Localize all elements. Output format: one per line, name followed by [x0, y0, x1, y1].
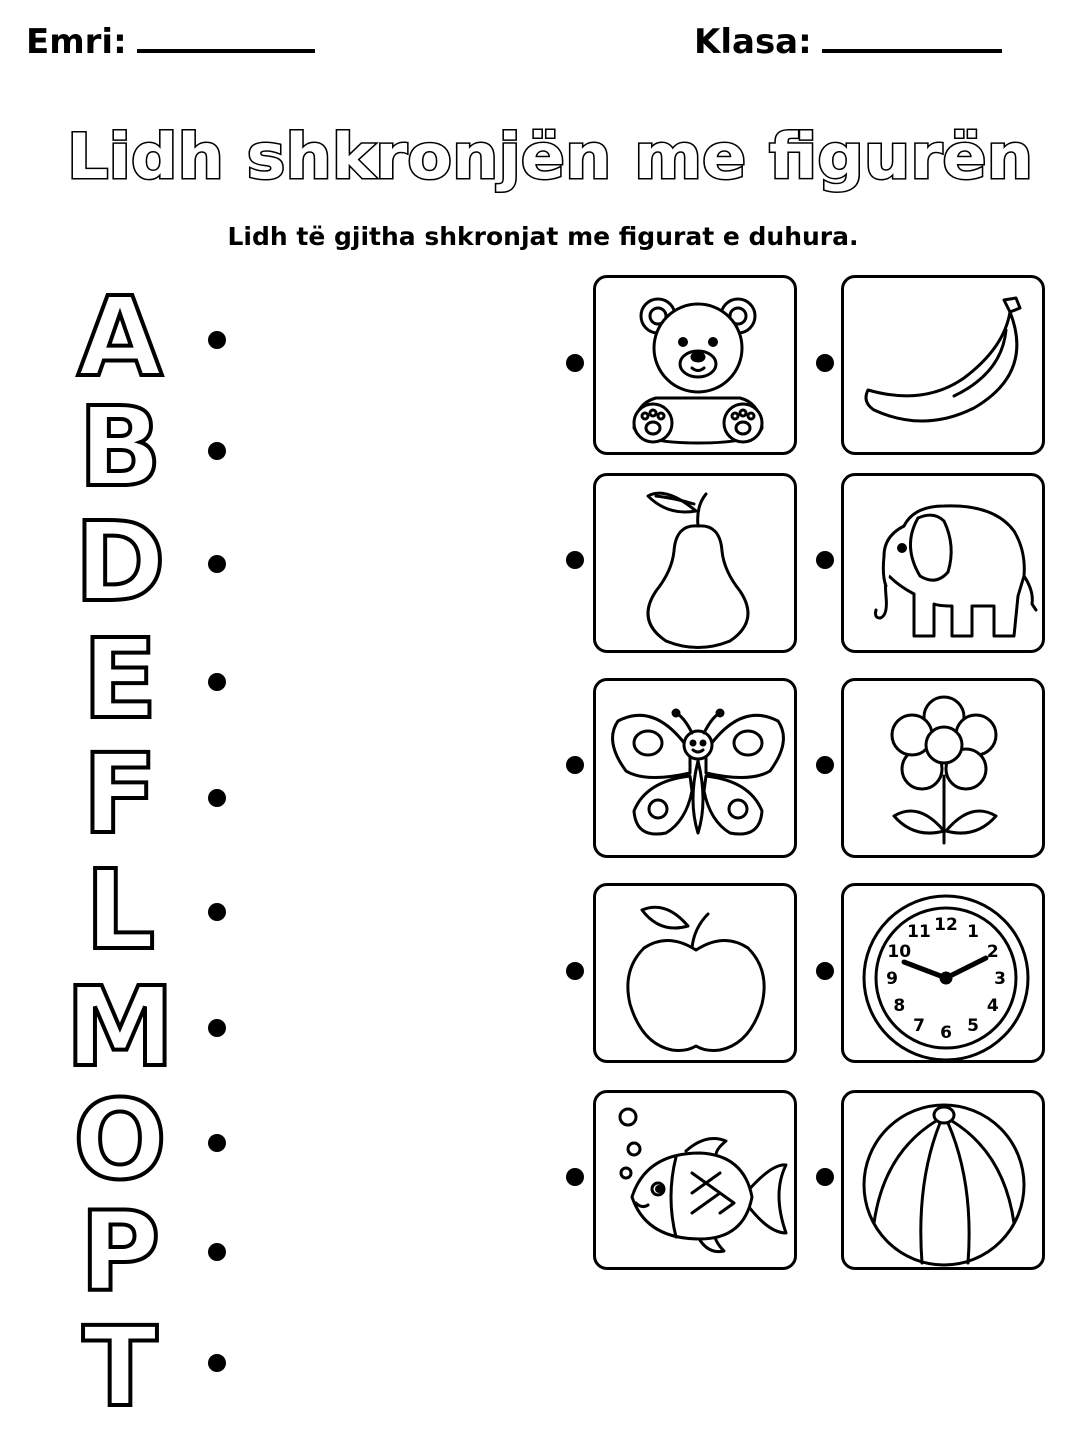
picture-dot-butterfly[interactable] [566, 756, 584, 774]
picture-card-fish[interactable] [593, 1090, 797, 1270]
letter-dot-l[interactable] [208, 903, 226, 921]
picture-card-clock[interactable] [841, 883, 1045, 1063]
letter-dot-t[interactable] [208, 1354, 226, 1372]
picture-card-banana[interactable] [841, 275, 1045, 455]
letter-dot-a[interactable] [208, 331, 226, 349]
picture-dot-fish[interactable] [566, 1168, 584, 1186]
clock-number: 11 [907, 922, 931, 943]
picture-card-butterfly[interactable] [593, 678, 797, 858]
clock-number: 8 [893, 996, 906, 1016]
butterfly-icon [596, 681, 800, 861]
letter-d: D [74, 498, 166, 626]
teddy-bear-icon [596, 278, 800, 458]
clock-number: 1 [967, 922, 979, 943]
banana-icon [844, 278, 1048, 458]
apple-icon [596, 886, 800, 1066]
picture-card-teddy-bear[interactable] [593, 275, 797, 455]
clock-number: 9 [886, 969, 898, 989]
clock-number: 7 [913, 1015, 925, 1036]
pear-icon [596, 476, 800, 656]
class-field [694, 22, 1002, 62]
letter-f: F [82, 730, 158, 858]
instruction-text: Lidh të gjitha shkronjat me figurat e duhura. [227, 222, 859, 251]
picture-card-ball[interactable] [841, 1090, 1045, 1270]
letter-dot-p[interactable] [208, 1243, 226, 1261]
class-blank-line[interactable] [822, 49, 1002, 53]
letter-dot-f[interactable] [208, 789, 226, 807]
picture-dot-banana[interactable] [816, 354, 834, 372]
letter-e: E [82, 615, 158, 743]
clock-number: 4 [986, 996, 999, 1016]
name-label: Emri: [26, 22, 127, 62]
picture-card-apple[interactable] [593, 883, 797, 1063]
letter-dot-m[interactable] [208, 1019, 226, 1037]
letter-dot-d[interactable] [208, 555, 226, 573]
letter-dot-b[interactable] [208, 442, 226, 460]
page-title: Lidh shkronjën me figurën [67, 120, 1033, 193]
picture-dot-ball[interactable] [816, 1168, 834, 1186]
clock-number: 5 [967, 1015, 979, 1036]
picture-dot-pear[interactable] [566, 551, 584, 569]
letter-b: B [78, 383, 162, 511]
letter-p: P [79, 1188, 161, 1316]
clock-icon [844, 886, 1048, 1066]
picture-dot-apple[interactable] [566, 962, 584, 980]
clock-number: 12 [934, 915, 958, 935]
letters-column [50, 280, 190, 1420]
picture-dot-flower[interactable] [816, 756, 834, 774]
clock-number: 3 [994, 969, 1006, 989]
name-blank-line[interactable] [137, 49, 315, 53]
class-label: Klasa: [694, 22, 812, 62]
letter-a: A [77, 280, 163, 401]
letter-o: O [73, 1076, 167, 1204]
letter-m: M [65, 963, 175, 1091]
picture-card-flower[interactable] [841, 678, 1045, 858]
picture-dot-elephant[interactable] [816, 551, 834, 569]
letter-dot-o[interactable] [208, 1134, 226, 1152]
page-title-graphic [40, 100, 1060, 200]
clock-number: 2 [986, 942, 999, 962]
letter-dot-e[interactable] [208, 673, 226, 691]
letter-l: L [84, 846, 156, 974]
flower-icon [844, 681, 1048, 861]
elephant-icon [844, 476, 1048, 656]
picture-dot-teddy-bear[interactable] [566, 354, 584, 372]
picture-card-pear[interactable] [593, 473, 797, 653]
name-field [26, 22, 315, 62]
clock-number: 10 [887, 942, 912, 962]
picture-card-elephant[interactable] [841, 473, 1045, 653]
picture-dot-clock[interactable] [816, 962, 834, 980]
fish-icon [596, 1093, 800, 1273]
ball-icon [844, 1093, 1048, 1273]
letter-t: T [82, 1303, 158, 1420]
clock-number: 6 [940, 1023, 952, 1043]
